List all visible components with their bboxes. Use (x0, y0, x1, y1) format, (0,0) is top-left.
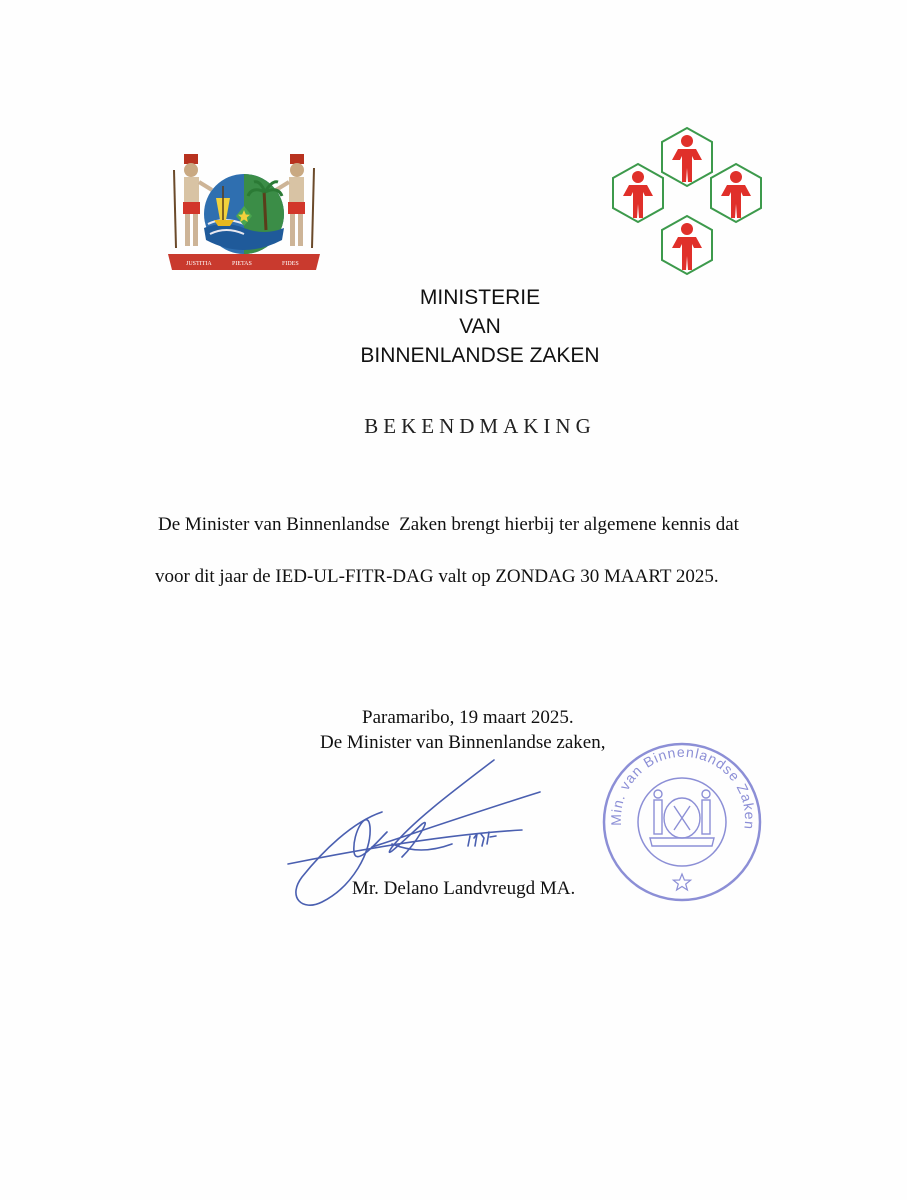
signer-role: De Minister van Binnenlandse zaken, (320, 732, 606, 753)
svg-text:PIETAS: PIETAS (232, 261, 252, 267)
svg-text:FIDES: FIDES (282, 261, 299, 267)
ministry-logo (608, 124, 766, 280)
coat-of-arms-emblem (164, 150, 324, 275)
stamp-star-icon (673, 874, 690, 890)
ministry-name (280, 283, 680, 370)
body-text-line-1: De Minister van Binnenlandse Zaken brengt hierbij ter algemene kennis dat (158, 514, 739, 535)
signer-name: Mr. Delano Landvreugd MA. (352, 878, 576, 899)
ministry-name-line-2: VAN (459, 315, 501, 338)
ministry-name-line-3: BINNENLANDSE ZAKEN (360, 344, 600, 367)
official-stamp (598, 734, 766, 906)
ministry-name-line-1: MINISTERIE (419, 286, 541, 309)
svg-text:JUSTITIA: JUSTITIA (186, 261, 212, 267)
svg-text:Min. van Binnenlandse Zaken: Min. van Binnenlandse Zaken (607, 743, 759, 831)
body-text-line-2: voor dit jaar de IED-UL-FITR-DAG valt op ZONDAG 30 MAART 2025. (155, 566, 719, 587)
stamp-emblem (650, 790, 714, 846)
motto-ribbon (168, 254, 320, 270)
shield (204, 174, 284, 254)
place-and-date: Paramaribo, 19 maart 2025. (362, 707, 574, 728)
document-heading: BEKENDMAKING (364, 414, 596, 438)
